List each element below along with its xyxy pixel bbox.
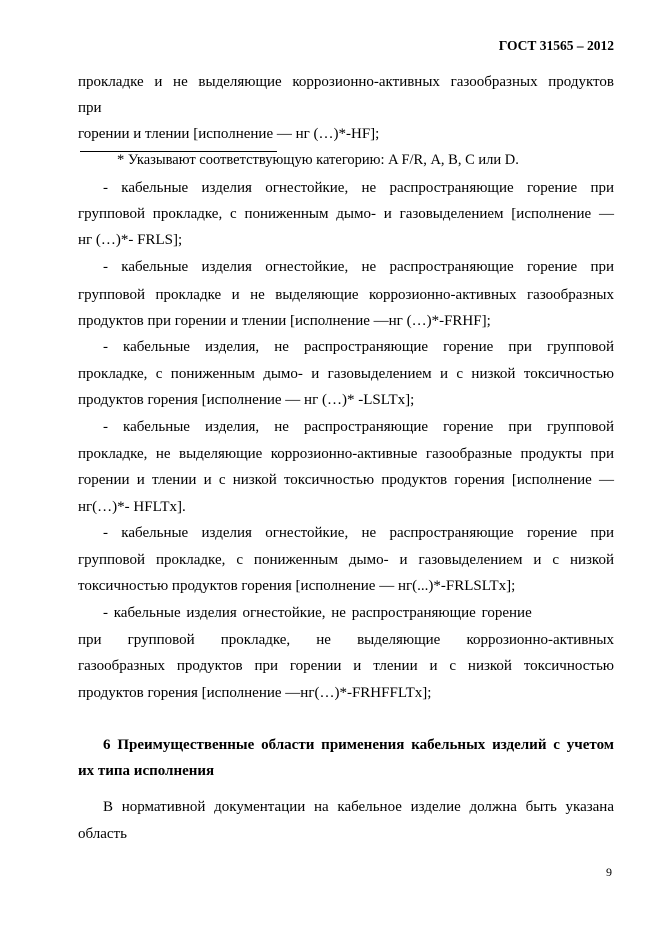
list-item-line: - кабельные изделия огнестойкие, не распространяющие горение при: [103, 259, 614, 275]
list-item-line: продуктов горения [исполнение — нг (…)* -LSLTx];: [78, 392, 415, 408]
list-item-line: при групповой прокладке, не выделяющие коррозионно-активных: [78, 632, 614, 648]
body-line: В нормативной документации на кабельное изделие должна быть указана: [103, 799, 614, 815]
text-line: при: [78, 100, 102, 116]
list-item-line: прокладке, с пониженным дымо- и газовыделением и с низкой токсичностью: [78, 366, 614, 382]
list-item-line: - кабельные изделия, не распространяющие горение при групповой: [103, 419, 614, 435]
list-item-line: горении и тлении и с низкой токсичностью продуктов горения [исполнение —: [78, 472, 614, 488]
list-item-line: групповой прокладке, с пониженным дымо- и газовыделением и с низкой: [78, 552, 614, 568]
list-item-line: нг (…)*- FRLS];: [78, 232, 183, 248]
body-line: область: [78, 826, 127, 842]
text-line: горении и тлении [исполнение — нг (…)*-HF];: [78, 126, 380, 142]
list-item-line: газообразных продуктов при горении и тлении и с низкой токсичностью: [78, 658, 614, 674]
footnote: * Указывают соответствующую категорию: A F/R, А, В, С или D.: [117, 152, 519, 168]
document-header: ГОСТ 31565 – 2012: [498, 38, 614, 53]
list-item-line: нг(…)*- HFLTx].: [78, 499, 186, 515]
page-number: 9: [606, 865, 612, 879]
text-line: прокладке и не выделяющие коррозионно-активных газообразных продуктов: [78, 74, 614, 90]
list-item-line: - кабельные изделия огнестойкие, не распространяющие горение при: [103, 525, 614, 541]
list-item-line: продуктов при горении и тлении [исполнение —нг (…)*-FRHF];: [78, 313, 491, 329]
list-item-line: токсичностью продуктов горения [исполнение — нг(...)*-FRLSLTx];: [78, 578, 516, 594]
list-item-line: групповой прокладке, с пониженным дымо- и газовыделением [исполнение —: [78, 206, 614, 222]
list-item-line: групповой прокладке и не выделяющие коррозионно-активных газообразных: [78, 287, 614, 303]
list-item-line: - кабельные изделия, не распространяющие горение при групповой: [103, 339, 614, 355]
list-item-line: продуктов горения [исполнение —нг(…)*-FRHFFLTx];: [78, 685, 432, 701]
section-title: их типа исполнения: [78, 763, 215, 779]
list-item-line: - кабельные изделия огнестойкие, не распространяющие горение при: [103, 180, 614, 196]
section-title: 6 Преимущественные области применения кабельных изделий с учетом: [103, 737, 614, 753]
list-item-line: прокладке, не выделяющие коррозионно-активные газообразные продукты при: [78, 446, 614, 462]
list-item-line: - кабельные изделия огнестойкие, не распространяющие горение: [103, 605, 532, 621]
